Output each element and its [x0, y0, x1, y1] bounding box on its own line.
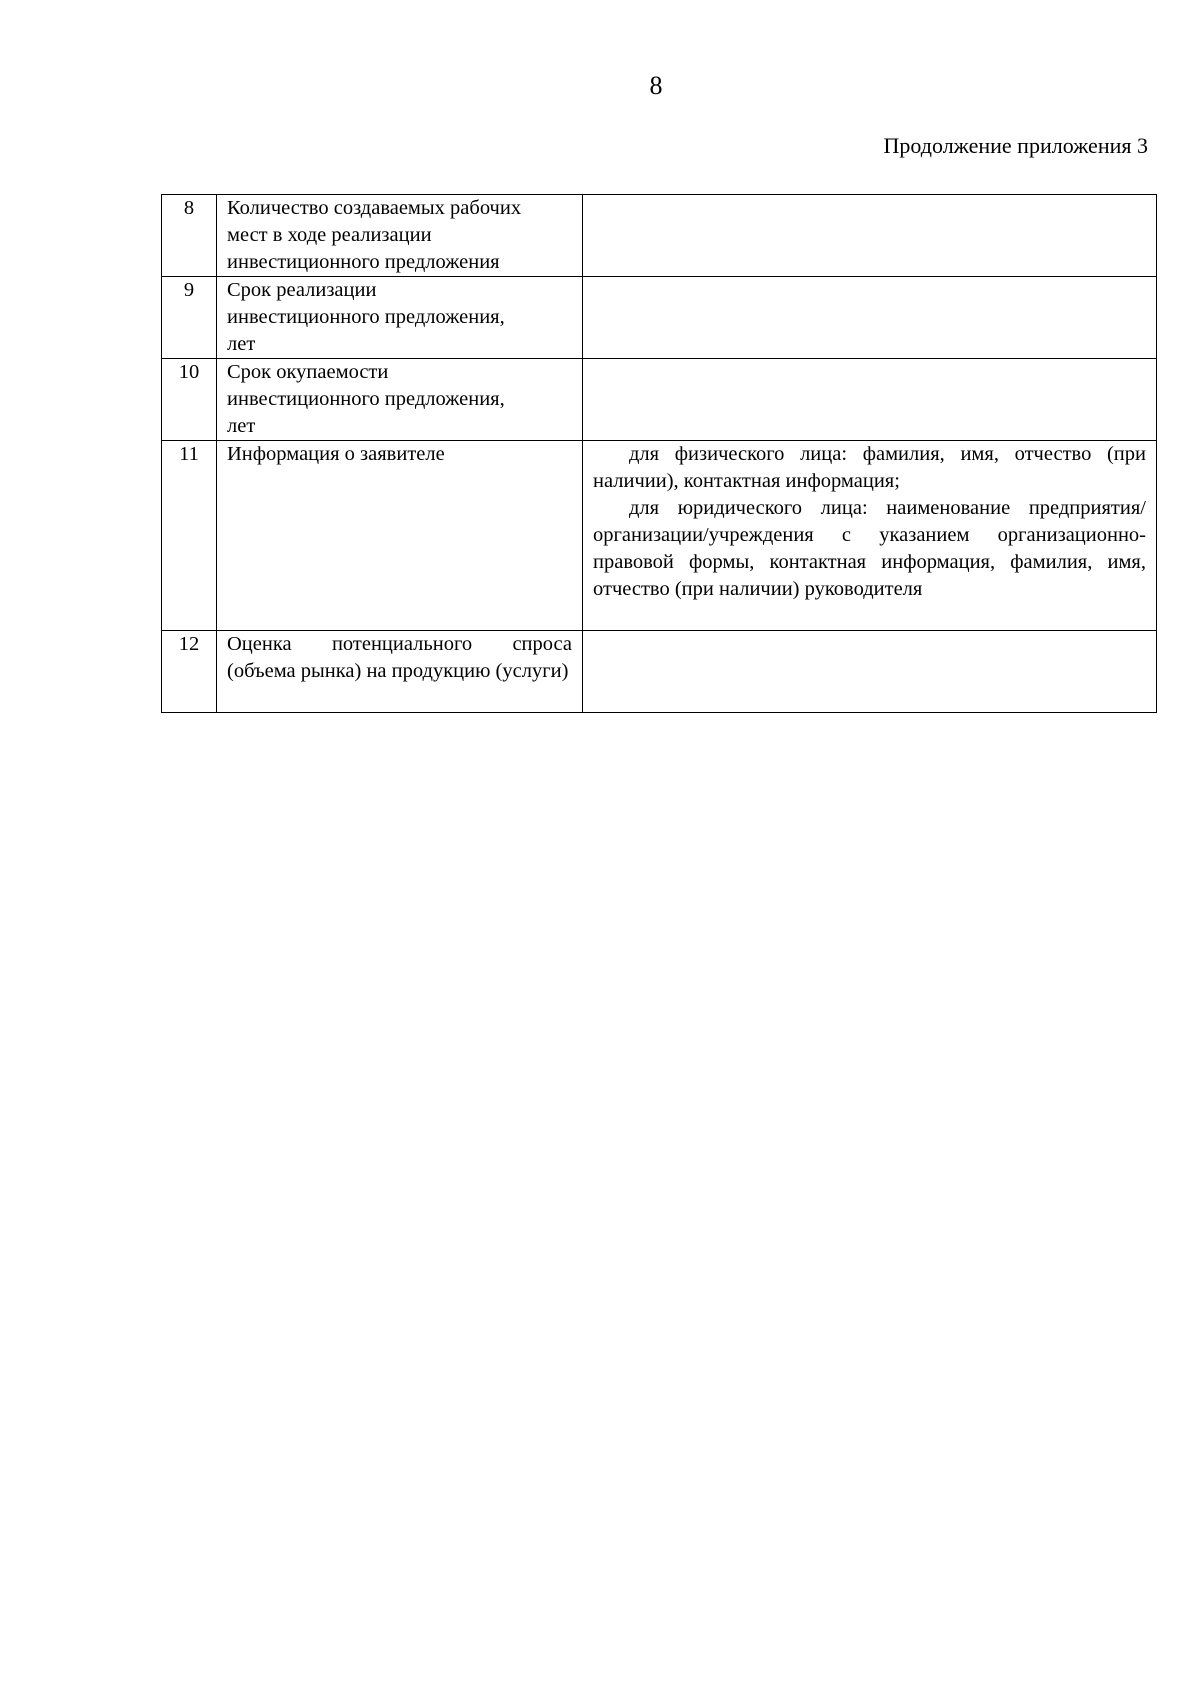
parameter-cell: Оценка потенциального спроса (объема рынка) на продукцию (услуги)	[217, 631, 583, 713]
table-row	[162, 195, 1157, 277]
parameter-line: инвестиционного предложения,	[227, 306, 505, 328]
value-cell	[583, 441, 1157, 631]
table-row	[162, 631, 1157, 713]
individual-applicant-info: для физического лица: фамилия, имя, отчество (при наличии), контактная информация;	[593, 443, 1146, 492]
value-cell	[583, 359, 1157, 441]
value-cell	[583, 277, 1157, 359]
parameter-cell	[217, 277, 583, 359]
investment-proposal-table	[161, 194, 1157, 713]
row-number: 11	[162, 441, 217, 631]
parameter-line: Срок окупаемости	[227, 361, 389, 383]
row-number: 12	[162, 631, 217, 713]
table-row	[162, 277, 1157, 359]
value-cell	[583, 631, 1157, 713]
parameter-line: Информация о заявителе	[227, 443, 445, 465]
parameter-line: инвестиционного предложения	[227, 251, 500, 273]
value-cell	[583, 195, 1157, 277]
parameter-line: инвестиционного предложения,	[227, 388, 505, 410]
parameter-line: мест в ходе реализации	[227, 224, 432, 246]
appendix-continuation-note: Продолжение приложения 3	[883, 133, 1148, 158]
parameter-cell	[217, 359, 583, 441]
row-number: 9	[162, 277, 217, 359]
parameter-line: лет	[227, 415, 256, 437]
table-row	[162, 359, 1157, 441]
table-row	[162, 441, 1157, 631]
parameter-cell	[217, 195, 583, 277]
parameter-line: Количество создаваемых рабочих	[227, 197, 522, 219]
parameter-line: лет	[227, 333, 256, 355]
parameter-line: Срок реализации	[227, 279, 377, 301]
legal-entity-applicant-info: для юридического лица: наименование предприятия/организации/учреждения с указанием организационно-правовой формы, контактная информация, фамилия, имя, отчество (при наличии) руководителя	[593, 497, 1146, 600]
row-number: 8	[162, 195, 217, 277]
parameter-cell	[217, 441, 583, 631]
row-number: 10	[162, 359, 217, 441]
page-number: 8	[649, 71, 663, 100]
